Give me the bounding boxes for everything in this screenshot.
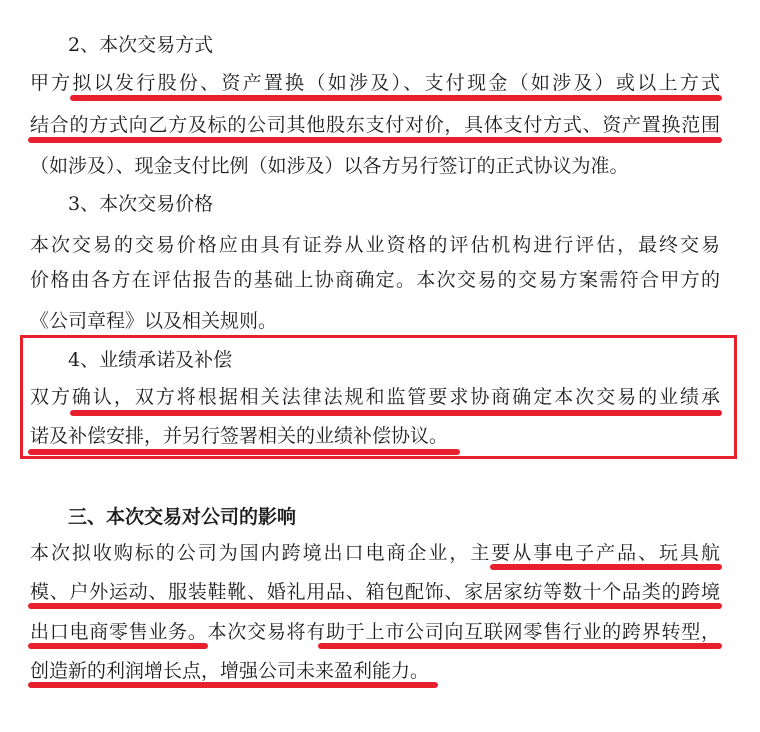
- section-3-heading: 3、本次交易价格: [68, 193, 214, 215]
- paragraph-line: 双方确认，双方将根据相关法律法规和监管要求协商确定本次交易的业绩承: [30, 386, 720, 408]
- red-underline: [70, 95, 722, 101]
- paragraph-line: 本次交易的交易价格应由具有证券从业资格的评估机构进行评估，最终交易: [30, 234, 720, 256]
- paragraph-line: 结合的方式向乙方及标的公司其他股东支付对价，具体支付方式、资产置换范围: [30, 114, 720, 136]
- section-2-heading: 2、本次交易方式: [68, 34, 214, 56]
- red-underline: [70, 410, 722, 416]
- paragraph-line: 价格由各方在评估报告的基础上协商确定。本次交易的交易方案需符合甲方的: [30, 269, 720, 291]
- paragraph-line: 模、户外运动、服装鞋靴、婚礼用品、箱包配饰、家居家纺等数十个品类的跨境: [30, 581, 720, 603]
- paragraph-line: 甲方拟以发行股份、资产置换（如涉及）、支付现金（如涉及）或以上方式: [30, 72, 720, 94]
- paragraph-line: 创造新的利润增长点，增强公司未来盈利能力。: [30, 660, 430, 682]
- paragraph-line: 诺及补偿安排，并另行签署相关的业绩补偿协议。: [30, 425, 449, 447]
- red-underline: [28, 449, 460, 455]
- paragraph-line: 《公司章程》以及相关规则。: [30, 310, 278, 332]
- paragraph-line: 本次拟收购标的公司为国内跨境出口电商企业，主要从事电子产品、玩具航: [30, 542, 720, 564]
- impact-heading: 三、本次交易对公司的影响: [68, 506, 297, 528]
- paragraph-line: 出口电商零售业务。本次交易将有助于上市公司向互联网零售行业的跨界转型，: [30, 621, 720, 643]
- red-underline: [318, 643, 722, 649]
- red-underline: [28, 682, 438, 688]
- red-underline: [28, 603, 722, 609]
- red-underline: [28, 137, 722, 143]
- section-4-heading: 4、业绩承诺及补偿: [68, 349, 233, 371]
- red-underline: [28, 643, 208, 649]
- paragraph-line: （如涉及）、现金支付比例（如涉及）以各方另行签订的正式协议为准。: [30, 155, 629, 177]
- red-underline: [490, 564, 722, 570]
